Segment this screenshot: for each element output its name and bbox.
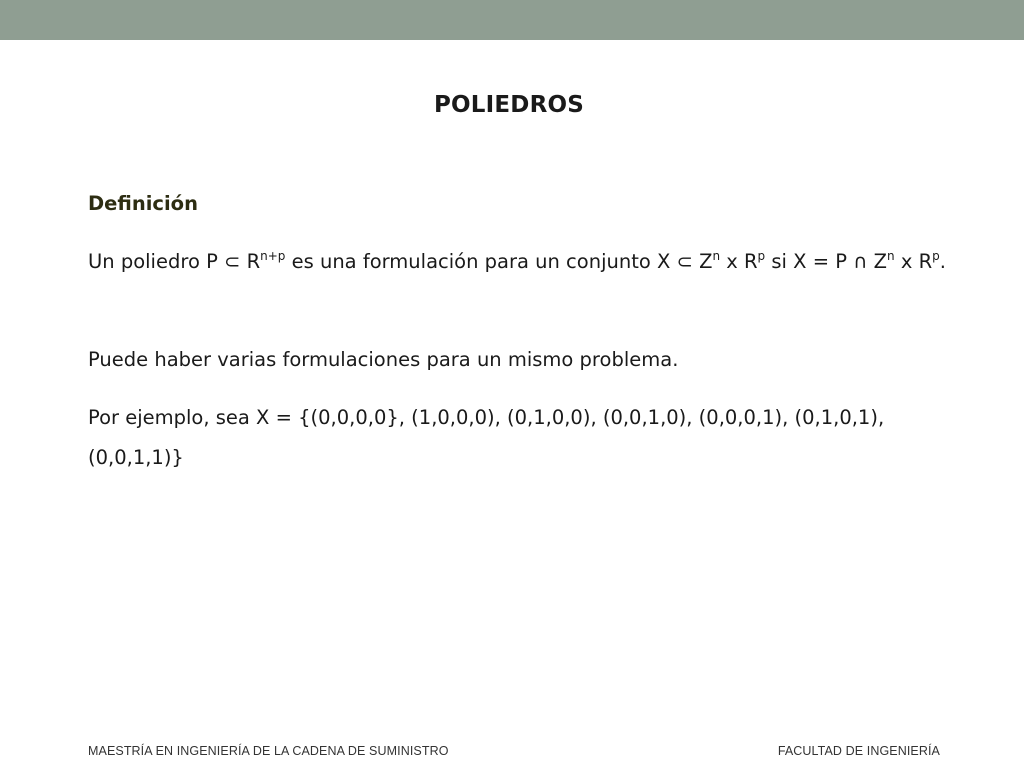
spacer	[88, 282, 968, 340]
footer-faculty: FACULTAD DE INGENIERÍA	[777, 744, 940, 758]
subset-symbol: ⊂	[676, 250, 693, 273]
superscript-p: p	[757, 249, 766, 263]
subset-symbol: ⊂	[224, 250, 241, 273]
intersection-symbol: ∩	[853, 250, 868, 273]
example-paragraph: Por ejemplo, sea X = {(0,0,0,0}, (1,0,0,0), (0,1,0,0), (0,0,1,0), (0,0,0,1), (0,1,0,1), (0,0,1,1)}	[88, 406, 885, 469]
definition-text-6: si X = P	[765, 250, 854, 273]
top-bar	[0, 0, 1024, 40]
superscript-n: n	[887, 249, 895, 263]
definition-paragraph	[88, 242, 968, 282]
definition-text-1: Un poliedro P	[88, 250, 225, 273]
definition-text-9: .	[939, 250, 946, 273]
section-heading: Definición	[88, 192, 198, 215]
definition-text-3: es una formulación para un conjunto X	[285, 250, 677, 273]
superscript-n-plus-p: n+p	[260, 249, 286, 263]
footer-program: MAESTRÍA EN INGENIERÍA DE LA CADENA DE SUMINISTRO	[88, 744, 449, 758]
spacer	[88, 380, 968, 398]
slide-title: POLIEDROS	[433, 92, 585, 118]
superscript-p: p	[932, 249, 940, 263]
definition-text-4: Z	[692, 250, 713, 273]
formulations-paragraph: Puede haber varias formulaciones para un mismo problema.	[88, 348, 679, 371]
superscript-n: n	[712, 249, 721, 263]
definition-text-7: Z	[867, 250, 888, 273]
definition-text-8: x R	[894, 250, 933, 273]
definition-text-2: R	[240, 250, 261, 273]
definition-text-5: x R	[720, 250, 758, 273]
slide-content	[88, 184, 968, 478]
